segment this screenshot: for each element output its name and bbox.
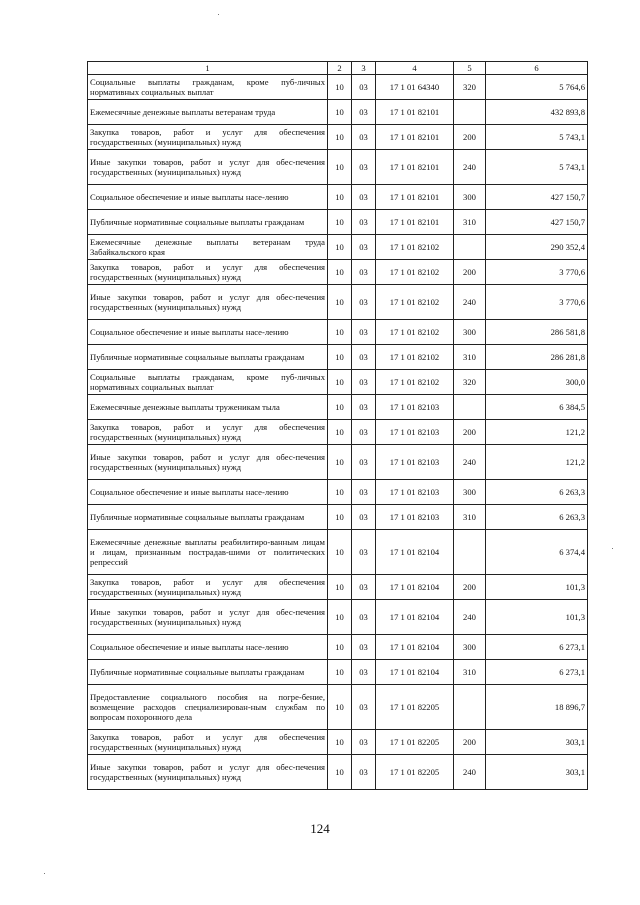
row-name: Закупка товаров, работ и услуг для обеспечения государственных (муниципальных) нужд [88, 420, 328, 445]
row-target-article: 17 1 01 82103 [376, 420, 454, 445]
table-row [88, 600, 588, 635]
row-subsection: 03 [352, 445, 376, 480]
row-target-article: 17 1 01 82205 [376, 685, 454, 730]
row-section: 10 [328, 755, 352, 790]
row-subsection: 03 [352, 395, 376, 420]
row-expense-type: 300 [454, 185, 486, 210]
row-amount: 6 273,1 [486, 635, 588, 660]
row-name: Иные закупки товаров, работ и услуг для обес-печения государственных (муниципальных) нужд [88, 150, 328, 185]
row-section: 10 [328, 685, 352, 730]
row-name: Иные закупки товаров, работ и услуг для обес-печения государственных (муниципальных) нужд [88, 445, 328, 480]
row-target-article: 17 1 01 64340 [376, 75, 454, 100]
row-target-article: 17 1 01 82102 [376, 235, 454, 260]
row-name: Иные закупки товаров, работ и услуг для обес-печения государственных (муниципальных) нужд [88, 285, 328, 320]
row-section: 10 [328, 150, 352, 185]
row-subsection: 03 [352, 320, 376, 345]
column-header: 2 [328, 62, 352, 75]
row-amount: 3 770,6 [486, 260, 588, 285]
row-target-article: 17 1 01 82101 [376, 210, 454, 235]
row-amount: 427 150,7 [486, 185, 588, 210]
row-expense-type: 200 [454, 125, 486, 150]
row-section: 10 [328, 480, 352, 505]
row-section: 10 [328, 635, 352, 660]
row-section: 10 [328, 660, 352, 685]
column-header: 4 [376, 62, 454, 75]
row-name: Публичные нормативные социальные выплаты гражданам [88, 505, 328, 530]
row-subsection: 03 [352, 75, 376, 100]
row-expense-type [454, 100, 486, 125]
table-row [88, 730, 588, 755]
row-expense-type: 240 [454, 600, 486, 635]
row-amount: 303,1 [486, 755, 588, 790]
table-header-row [88, 62, 588, 75]
row-section: 10 [328, 395, 352, 420]
row-subsection: 03 [352, 260, 376, 285]
row-target-article: 17 1 01 82103 [376, 395, 454, 420]
row-target-article: 17 1 01 82101 [376, 100, 454, 125]
row-expense-type: 240 [454, 150, 486, 185]
row-name: Социальное обеспечение и иные выплаты насе-лению [88, 635, 328, 660]
row-amount: 3 770,6 [486, 285, 588, 320]
row-subsection: 03 [352, 370, 376, 395]
row-amount: 286 281,8 [486, 345, 588, 370]
row-name: Социальные выплаты гражданам, кроме пуб-личных нормативных социальных выплат [88, 370, 328, 395]
row-target-article: 17 1 01 82103 [376, 445, 454, 480]
row-subsection: 03 [352, 505, 376, 530]
row-amount: 121,2 [486, 420, 588, 445]
table-row [88, 660, 588, 685]
table-row [88, 185, 588, 210]
table-row [88, 530, 588, 575]
row-subsection: 03 [352, 150, 376, 185]
column-header: 3 [352, 62, 376, 75]
row-name: Социальные выплаты гражданам, кроме пуб-личных нормативных социальных выплат [88, 75, 328, 100]
column-header: 5 [454, 62, 486, 75]
row-target-article: 17 1 01 82102 [376, 260, 454, 285]
table-row [88, 420, 588, 445]
row-target-article: 17 1 01 82103 [376, 480, 454, 505]
row-expense-type: 320 [454, 370, 486, 395]
row-target-article: 17 1 01 82103 [376, 505, 454, 530]
row-section: 10 [328, 345, 352, 370]
row-section: 10 [328, 530, 352, 575]
row-target-article: 17 1 01 82104 [376, 635, 454, 660]
table-row [88, 445, 588, 480]
row-amount: 6 384,5 [486, 395, 588, 420]
row-section: 10 [328, 260, 352, 285]
row-expense-type [454, 685, 486, 730]
row-subsection: 03 [352, 635, 376, 660]
row-subsection: 03 [352, 285, 376, 320]
row-name: Социальное обеспечение и иные выплаты насе-лению [88, 185, 328, 210]
row-expense-type: 310 [454, 660, 486, 685]
row-expense-type: 310 [454, 210, 486, 235]
row-expense-type: 240 [454, 445, 486, 480]
table-row [88, 320, 588, 345]
row-target-article: 17 1 01 82101 [376, 125, 454, 150]
row-section: 10 [328, 600, 352, 635]
row-subsection: 03 [352, 530, 376, 575]
table-body [88, 75, 588, 790]
row-section: 10 [328, 730, 352, 755]
row-section: 10 [328, 285, 352, 320]
row-amount: 427 150,7 [486, 210, 588, 235]
row-amount: 6 374,4 [486, 530, 588, 575]
row-expense-type: 320 [454, 75, 486, 100]
row-target-article: 17 1 01 82102 [376, 285, 454, 320]
row-amount: 101,3 [486, 575, 588, 600]
row-subsection: 03 [352, 125, 376, 150]
row-name: Социальное обеспечение и иные выплаты насе-лению [88, 320, 328, 345]
budget-table [87, 61, 588, 790]
table-row [88, 260, 588, 285]
row-expense-type [454, 395, 486, 420]
row-expense-type: 300 [454, 320, 486, 345]
row-name: Публичные нормативные социальные выплаты гражданам [88, 345, 328, 370]
row-subsection: 03 [352, 100, 376, 125]
table-row [88, 75, 588, 100]
row-name: Закупка товаров, работ и услуг для обеспечения государственных (муниципальных) нужд [88, 260, 328, 285]
table-row [88, 125, 588, 150]
row-amount: 5 764,6 [486, 75, 588, 100]
table-row [88, 345, 588, 370]
scan-speck [44, 873, 45, 874]
row-amount: 18 896,7 [486, 685, 588, 730]
scan-speck [612, 548, 613, 549]
table-row [88, 755, 588, 790]
row-subsection: 03 [352, 575, 376, 600]
row-name: Ежемесячные денежные выплаты ветеранам труда [88, 100, 328, 125]
page-number: 124 [310, 821, 330, 836]
row-subsection: 03 [352, 345, 376, 370]
row-name: Закупка товаров, работ и услуг для обеспечения государственных (муниципальных) нужд [88, 575, 328, 600]
row-subsection: 03 [352, 420, 376, 445]
row-name: Иные закупки товаров, работ и услуг для обес-печения государственных (муниципальных) нужд [88, 600, 328, 635]
row-target-article: 17 1 01 82102 [376, 320, 454, 345]
row-name: Иные закупки товаров, работ и услуг для обес-печения государственных (муниципальных) нужд [88, 755, 328, 790]
row-name: Ежемесячные денежные выплаты труженикам тыла [88, 395, 328, 420]
row-subsection: 03 [352, 730, 376, 755]
table-row [88, 575, 588, 600]
table-row [88, 395, 588, 420]
row-section: 10 [328, 505, 352, 530]
row-subsection: 03 [352, 185, 376, 210]
row-target-article: 17 1 01 82205 [376, 755, 454, 790]
row-section: 10 [328, 75, 352, 100]
row-amount: 101,3 [486, 600, 588, 635]
row-amount: 121,2 [486, 445, 588, 480]
row-target-article: 17 1 01 82102 [376, 345, 454, 370]
row-amount: 6 273,1 [486, 660, 588, 685]
row-name: Социальное обеспечение и иные выплаты насе-лению [88, 480, 328, 505]
table-row [88, 370, 588, 395]
row-amount: 432 893,8 [486, 100, 588, 125]
column-header: 6 [486, 62, 588, 75]
row-section: 10 [328, 125, 352, 150]
table-row [88, 210, 588, 235]
row-target-article: 17 1 01 82104 [376, 660, 454, 685]
scan-speck [218, 14, 219, 15]
row-expense-type: 200 [454, 420, 486, 445]
row-section: 10 [328, 210, 352, 235]
row-name: Публичные нормативные социальные выплаты гражданам [88, 660, 328, 685]
row-subsection: 03 [352, 755, 376, 790]
row-expense-type: 310 [454, 505, 486, 530]
row-target-article: 17 1 01 82101 [376, 150, 454, 185]
row-section: 10 [328, 420, 352, 445]
table-row [88, 635, 588, 660]
row-subsection: 03 [352, 480, 376, 505]
row-expense-type: 200 [454, 575, 486, 600]
row-target-article: 17 1 01 82104 [376, 530, 454, 575]
row-subsection: 03 [352, 235, 376, 260]
column-header: 1 [88, 62, 328, 75]
row-section: 10 [328, 370, 352, 395]
row-section: 10 [328, 575, 352, 600]
row-name: Предоставление социального пособия на погре-бение, возмещение расходов специализирован-ным службам по вопросам похоронного дела [88, 685, 328, 730]
row-section: 10 [328, 100, 352, 125]
row-expense-type: 240 [454, 285, 486, 320]
row-name: Закупка товаров, работ и услуг для обеспечения государственных (муниципальных) нужд [88, 125, 328, 150]
row-amount: 300,0 [486, 370, 588, 395]
row-subsection: 03 [352, 210, 376, 235]
table-row [88, 150, 588, 185]
table-row [88, 505, 588, 530]
row-name: Ежемесячные денежные выплаты ветеранам труда Забайкальского края [88, 235, 328, 260]
row-name: Публичные нормативные социальные выплаты гражданам [88, 210, 328, 235]
row-amount: 6 263,3 [486, 480, 588, 505]
row-subsection: 03 [352, 660, 376, 685]
row-amount: 5 743,1 [486, 125, 588, 150]
table-row [88, 100, 588, 125]
row-name: Ежемесячные денежные выплаты реабилитиро-ванным лицам и лицам, признанным пострадав-шими от политических репрессий [88, 530, 328, 575]
row-section: 10 [328, 320, 352, 345]
row-amount: 303,1 [486, 730, 588, 755]
row-target-article: 17 1 01 82104 [376, 575, 454, 600]
row-expense-type: 310 [454, 345, 486, 370]
row-amount: 6 263,3 [486, 505, 588, 530]
row-expense-type: 300 [454, 635, 486, 660]
row-subsection: 03 [352, 685, 376, 730]
row-target-article: 17 1 01 82101 [376, 185, 454, 210]
row-expense-type: 200 [454, 260, 486, 285]
row-section: 10 [328, 445, 352, 480]
row-target-article: 17 1 01 82102 [376, 370, 454, 395]
row-target-article: 17 1 01 82104 [376, 600, 454, 635]
row-amount: 286 581,8 [486, 320, 588, 345]
row-subsection: 03 [352, 600, 376, 635]
row-expense-type: 240 [454, 755, 486, 790]
row-expense-type: 300 [454, 480, 486, 505]
table-row [88, 285, 588, 320]
row-expense-type [454, 530, 486, 575]
row-expense-type [454, 235, 486, 260]
table-row [88, 480, 588, 505]
row-amount: 5 743,1 [486, 150, 588, 185]
row-name: Закупка товаров, работ и услуг для обеспечения государственных (муниципальных) нужд [88, 730, 328, 755]
row-amount: 290 352,4 [486, 235, 588, 260]
row-section: 10 [328, 185, 352, 210]
row-section: 10 [328, 235, 352, 260]
row-expense-type: 200 [454, 730, 486, 755]
table-row [88, 685, 588, 730]
row-target-article: 17 1 01 82205 [376, 730, 454, 755]
table-row [88, 235, 588, 260]
